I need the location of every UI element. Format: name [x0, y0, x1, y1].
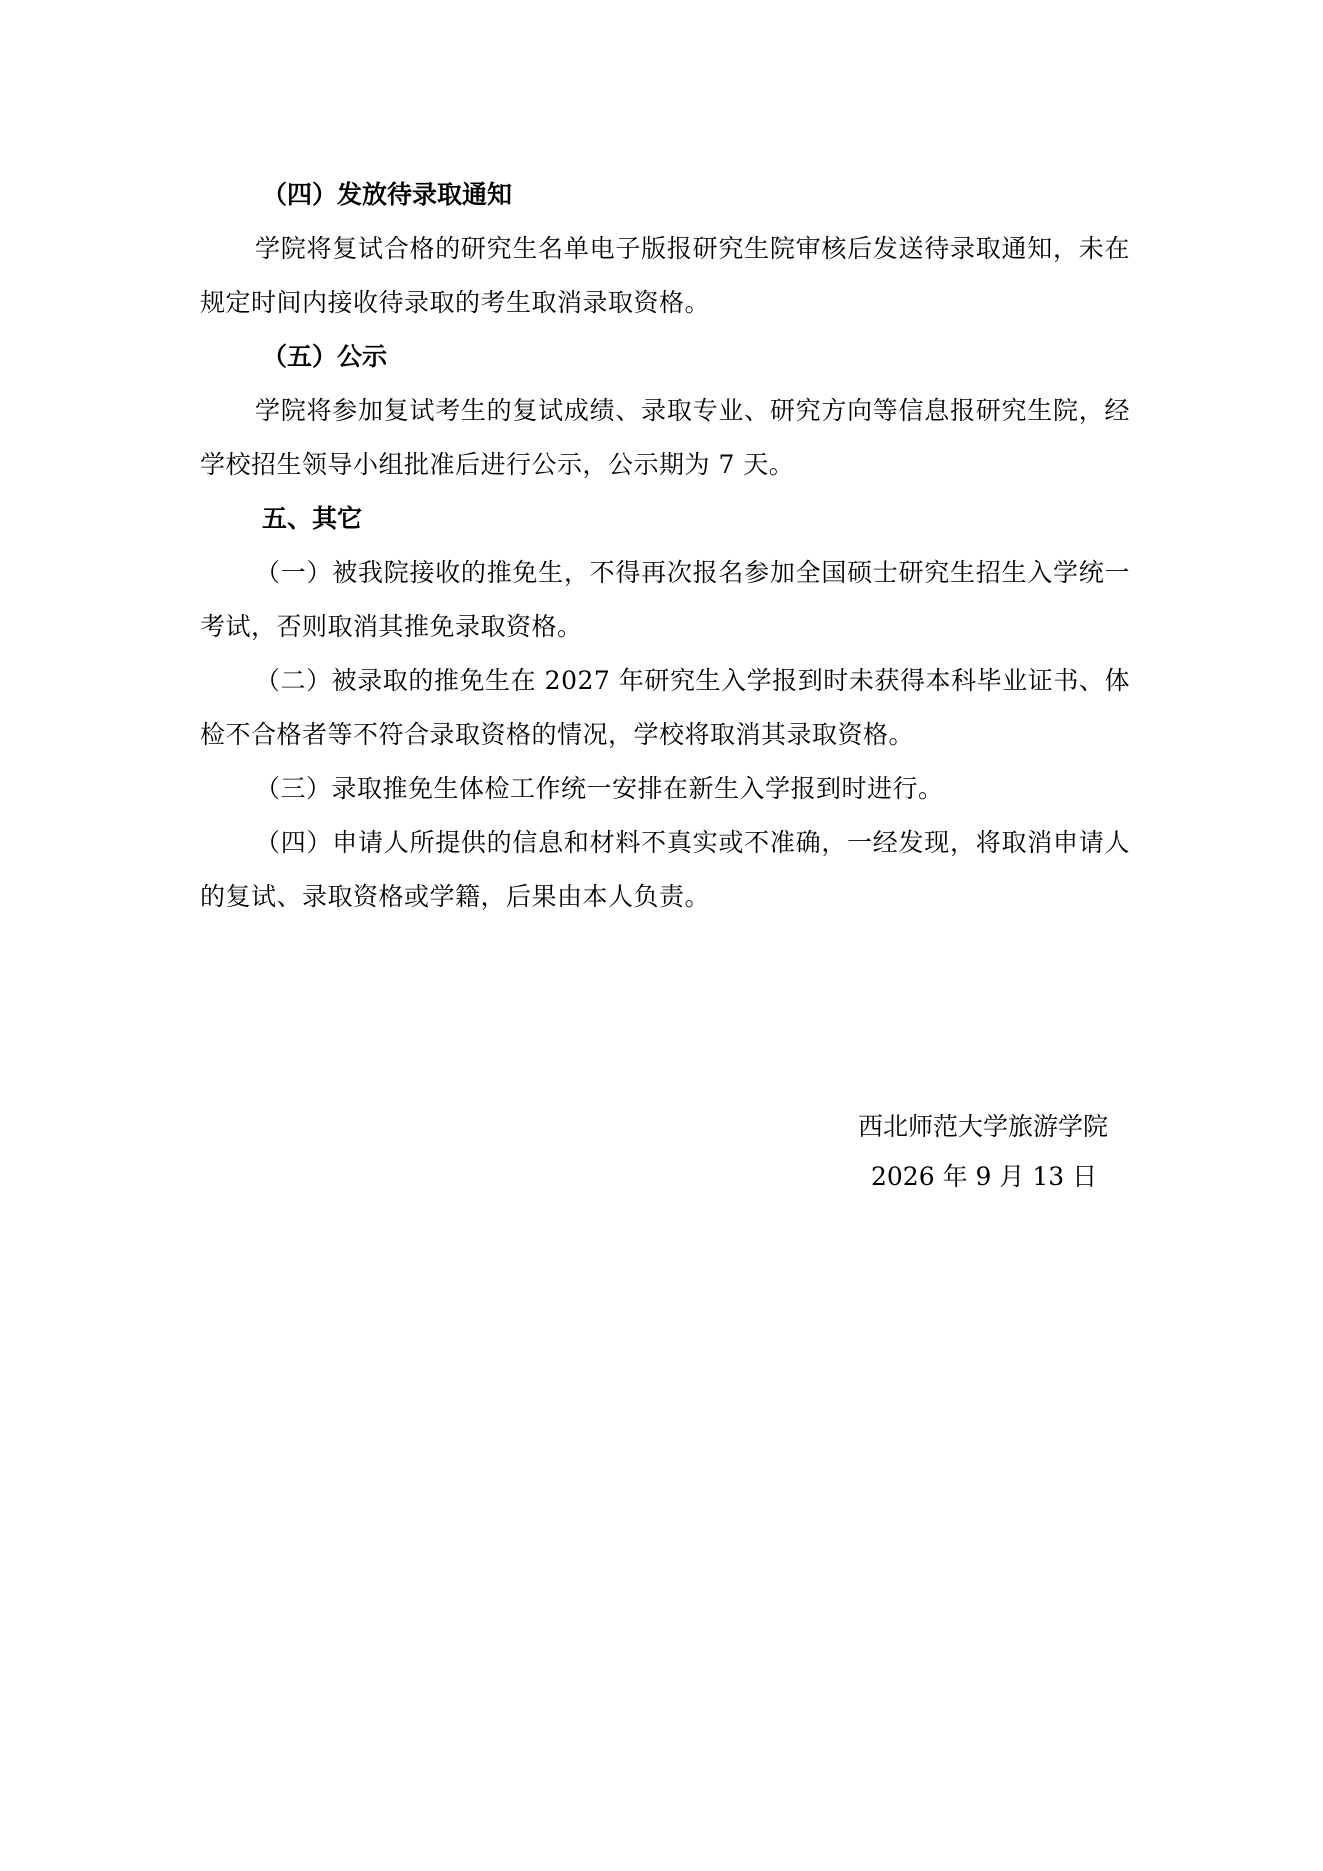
document-body: [200, 168, 1130, 924]
signature-date: 2026 年 9 月 13 日: [871, 1162, 1098, 1191]
paragraph-others-3: （三）录取推免生体检工作统一安排在新生入学报到时进行。: [255, 774, 944, 803]
paragraph-others-2: （二）被录取的推免生在 2027 年研究生入学报到时未获得本科毕业证书、体检不合格者等不符合录取资格的情况，学校将取消其录取资格。: [200, 666, 1130, 749]
heading-publicity: （五）公示: [262, 342, 388, 371]
signature-organization: 西北师范大学旅游学院: [858, 1112, 1109, 1141]
paragraph-others-1: （一）被我院接收的推免生，不得再次报名参加全国硕士研究生招生入学统一考试，否则取消其推免录取资格。: [200, 558, 1130, 641]
paragraph-others-4: （四）申请人所提供的信息和材料不真实或不准确，一经发现，将取消申请人的复试、录取资格或学籍，后果由本人负责。: [200, 828, 1130, 911]
paragraph-publicity: 学院将参加复试考生的复试成绩、录取专业、研究方向等信息报研究生院，经学校招生领导小组批准后进行公示，公示期为 7 天。: [200, 396, 1130, 479]
heading-issue-notice: （四）发放待录取通知: [262, 180, 513, 209]
heading-others: 五、其它: [262, 504, 363, 533]
paragraph-issue-notice: 学院将复试合格的研究生名单电子版报研究生院审核后发送待录取通知，未在规定时间内接收待录取的考生取消录取资格。: [200, 234, 1130, 317]
